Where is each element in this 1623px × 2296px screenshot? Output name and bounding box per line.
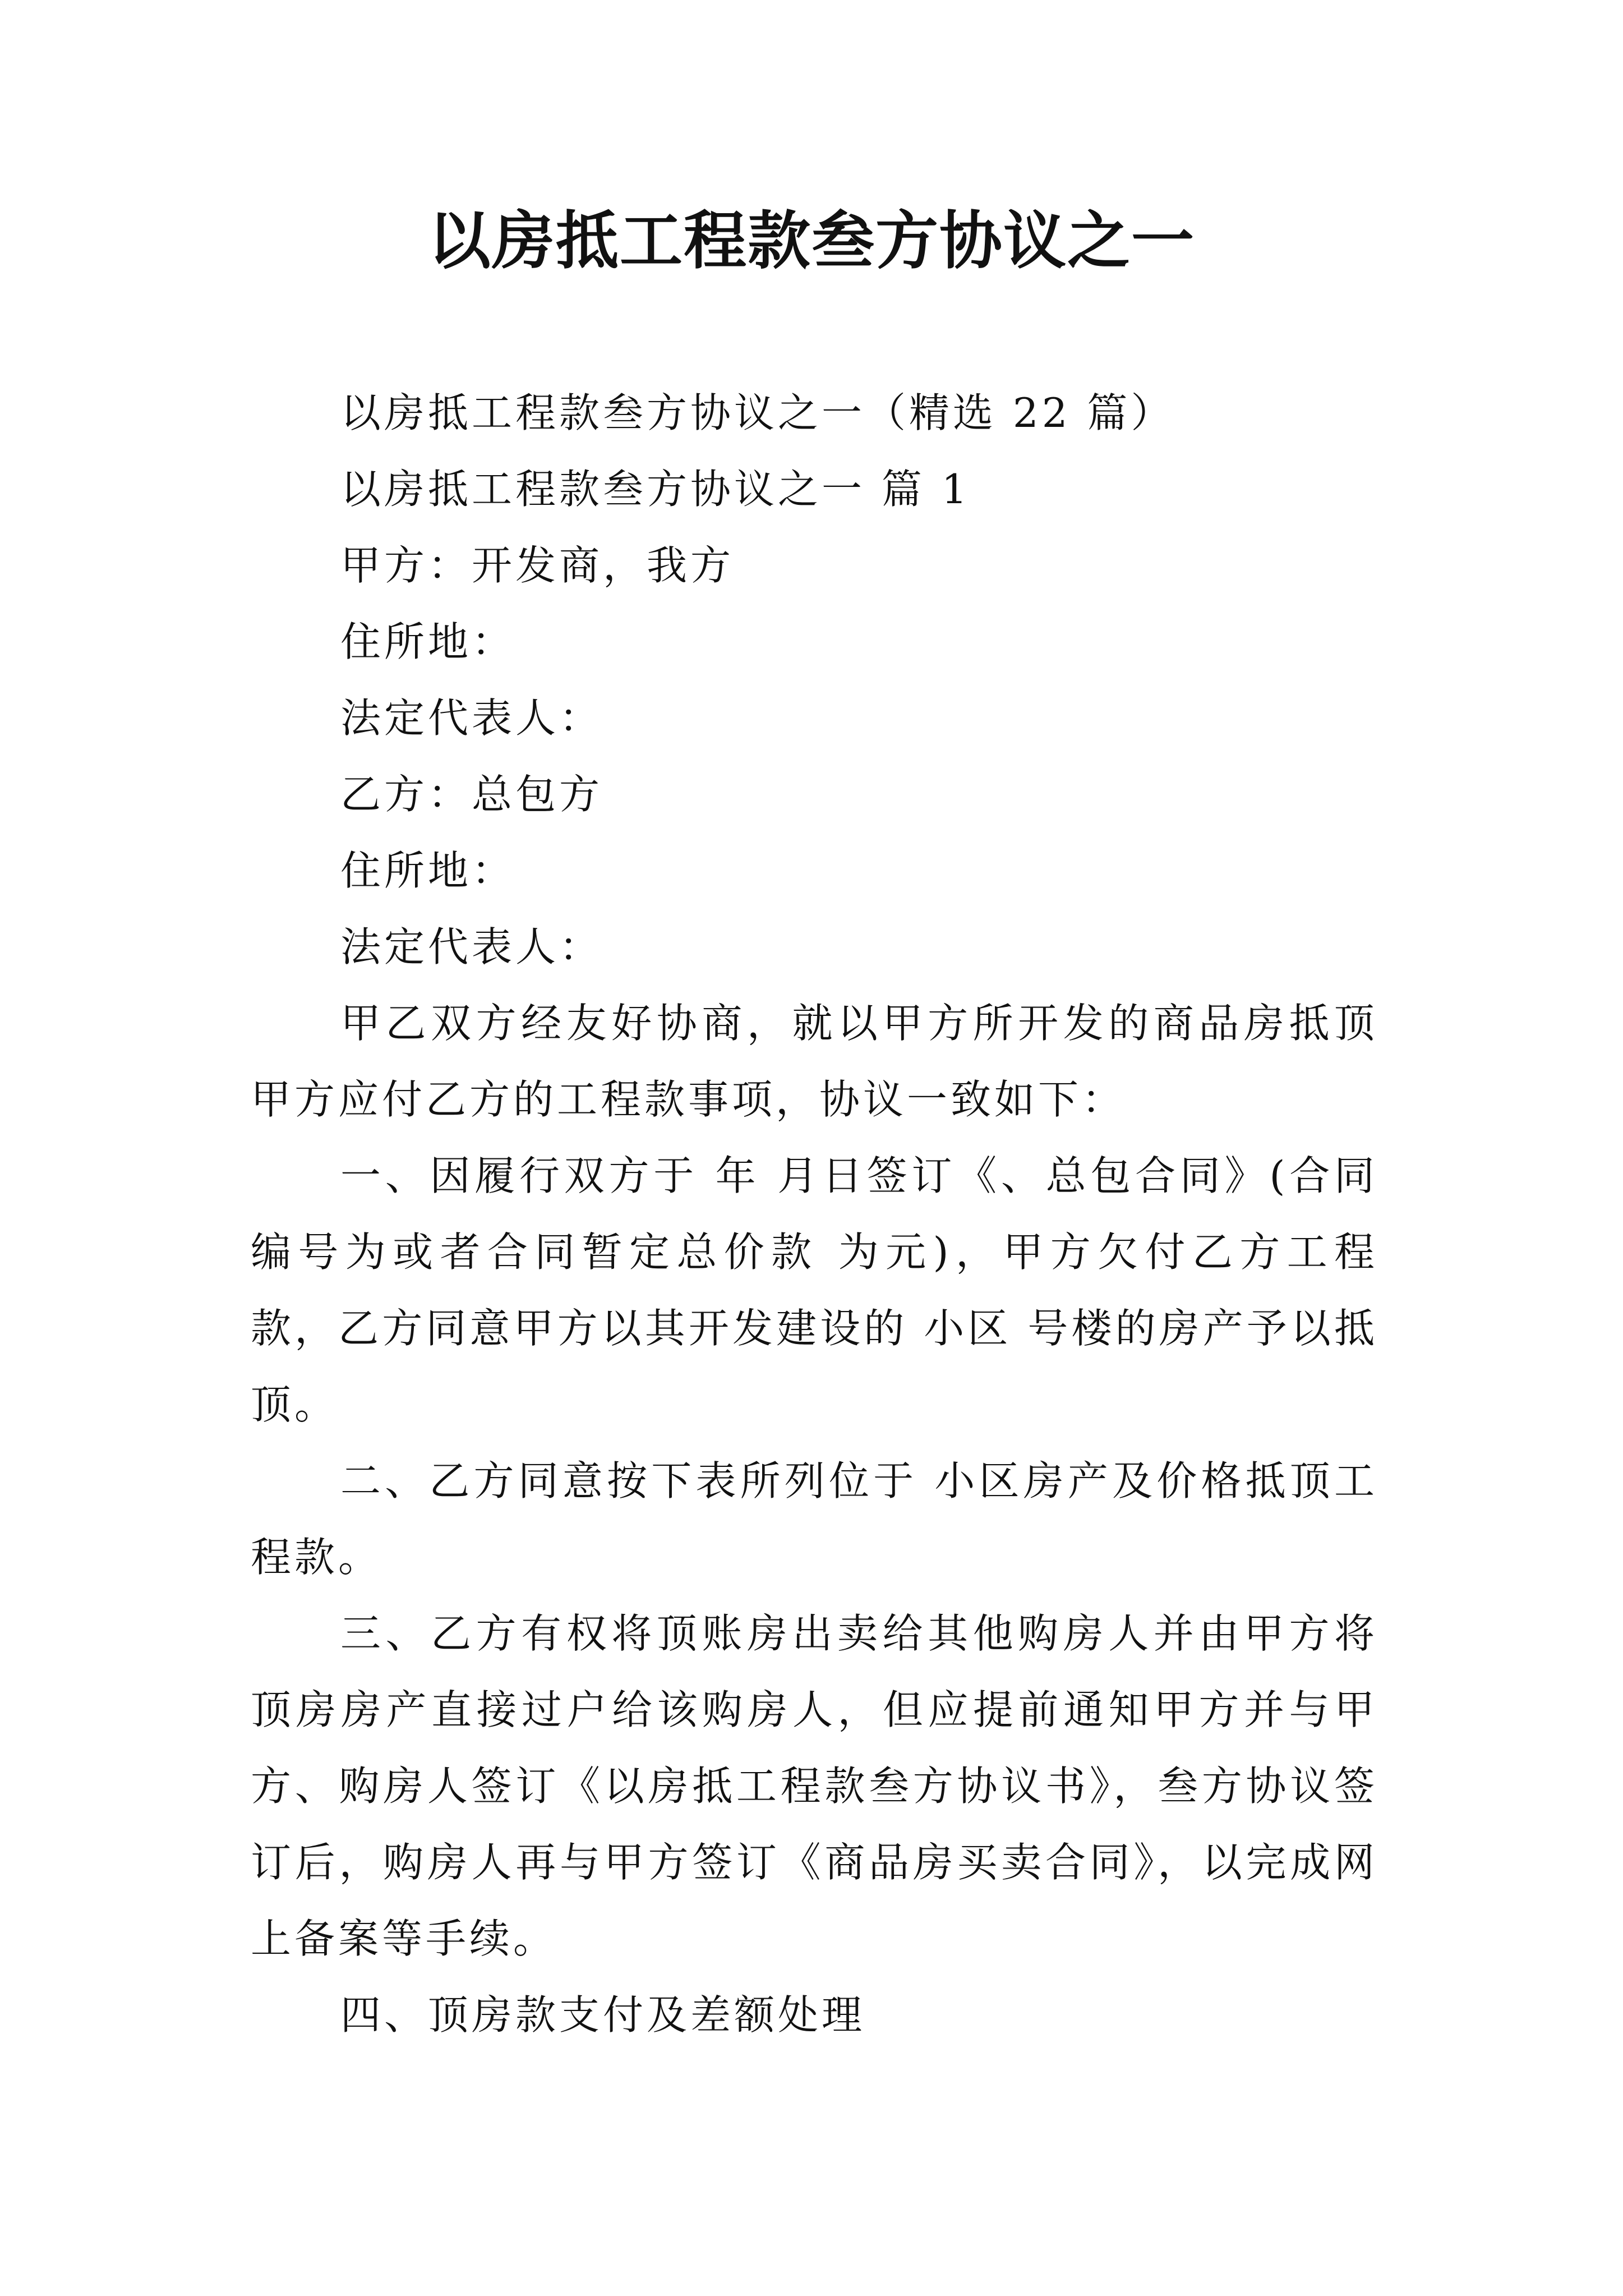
party-b-line: 乙方：总包方 [340,771,603,818]
document-title: 以房抵工程款叁方协议之一 [428,205,1195,278]
party-b-representative-line: 法定代表人： [340,923,603,970]
section-heading: 以房抵工程款叁方协议之一 篇 1 [340,466,971,513]
document-body [251,375,1378,2053]
clause-4-heading: 四、顶房款支付及差额处理 [340,1991,866,2039]
party-a-representative-line: 法定代表人： [340,694,603,742]
intro-paragraph: 甲乙双方经友好协商，就以甲方所开发的商品房抵顶甲方应付乙方的工程款事项，协议一致如下： [251,1000,1378,1123]
clause-3-paragraph: 三、乙方有权将顶账房出卖给其他购房人并由甲方将顶房房产直接过户给该购房人，但应提前通知甲方并与甲方、购房人签订《以房抵工程款叁方协议书》，叁方协议签订后，购房人再与甲方签订《商品房买卖合同》，以完成网上备案等手续。 [251,1610,1378,1962]
party-a-line: 甲方：开发商，我方 [340,542,735,589]
party-a-address-line: 住所地： [340,618,516,665]
clause-2-paragraph: 二、乙方同意按下表所列位于 小区房产及价格抵顶工程款。 [251,1457,1378,1581]
clause-1-paragraph: 一、因履行双方于 年 月日签订《、总包合同》(合同编号为或者合同暂定总价款 为元)，甲方欠付乙方工程款，乙方同意甲方以其开发建设的 小区 号楼的房产予以抵顶。 [251,1152,1378,1428]
subtitle-line: 以房抵工程款叁方协议之一（精选 22 篇） [340,389,1175,436]
party-b-address-line: 住所地： [340,847,516,894]
